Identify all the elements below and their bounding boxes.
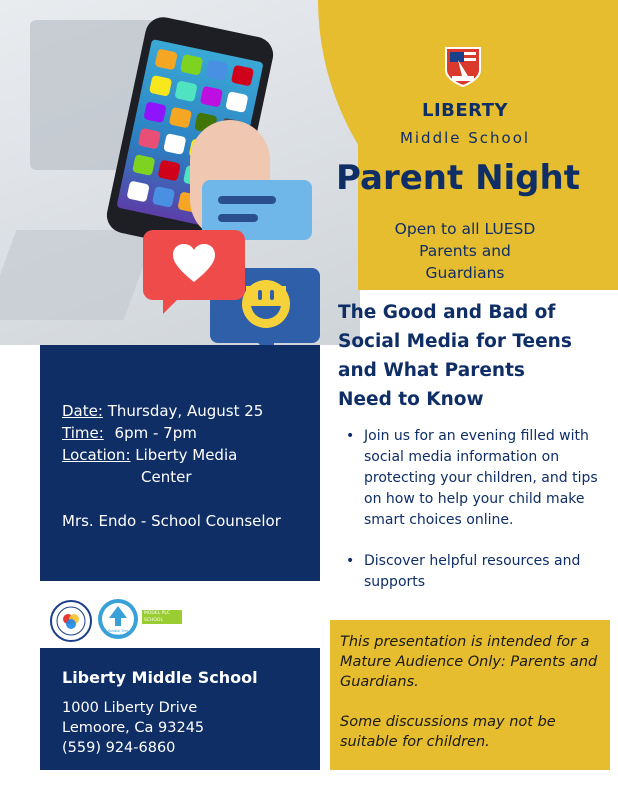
- date-row: [62, 400, 263, 422]
- seal-text: Solution Tree: [107, 629, 129, 633]
- event-details-panel: [40, 345, 320, 581]
- heart-icon: [173, 244, 215, 284]
- time-label: Time:: [62, 424, 104, 442]
- audience-disclaimer: [330, 620, 610, 770]
- school-name: LIBERTY: [421, 100, 509, 121]
- headline-line: Social Media for Teens: [338, 331, 572, 352]
- school-subtitle: Middle School: [399, 129, 531, 147]
- time-value: 6pm - 7pm: [114, 424, 197, 442]
- badge-line: SCHOOL: [144, 618, 163, 623]
- list-item: • Join us for an evening filled with social media information on protecting your children, and tips on how to help your child make smart choices online.: [346, 426, 606, 531]
- smiley-icon: [238, 276, 294, 332]
- solution-tree-seal-icon: [97, 598, 139, 640]
- location-label: Location:: [62, 446, 131, 464]
- address-city: Lemoore, Ca 93245: [62, 720, 205, 736]
- location-value: Liberty Media: [135, 446, 238, 464]
- event-audience: [340, 218, 590, 284]
- date-label: Date:: [62, 402, 103, 420]
- event-audience-line: Parents and: [419, 242, 511, 260]
- address-panel: [40, 648, 320, 770]
- headline-line: and What Parents: [338, 360, 525, 381]
- address-phone: (559) 924-6860: [62, 740, 176, 756]
- model-plc-badge: [142, 610, 182, 624]
- disclaimer-text: Some discussions may not be suitable for children.: [340, 714, 556, 750]
- keyboard-background: [0, 230, 156, 320]
- address-title: Liberty Middle School: [62, 668, 258, 687]
- badge-line: MODEL PLC: [144, 611, 171, 616]
- event-headline: [338, 298, 610, 414]
- event-title: Parent Night: [336, 158, 580, 198]
- event-description-list: [346, 426, 606, 613]
- location-value-cont: Center: [141, 468, 192, 486]
- headline-line: The Good and Bad of: [338, 302, 556, 323]
- heart-bubble-icon: [143, 230, 245, 300]
- disclaimer-text: This presentation is intended for a Mature Audience Only: Parents and Guardians.: [340, 634, 598, 690]
- headline-line: Need to Know: [338, 389, 484, 410]
- event-audience-line: Open to all LUESD: [394, 220, 536, 238]
- chat-line: [218, 214, 258, 222]
- counselor: Mrs. Endo - School Counselor: [62, 512, 281, 530]
- liberty-shield-logo-icon: [440, 42, 486, 88]
- event-audience-line: Guardians: [425, 264, 505, 282]
- seal-year: 2016: [114, 633, 122, 637]
- time-row: [62, 422, 197, 444]
- address-street: 1000 Liberty Drive: [62, 700, 198, 716]
- date-value: Thursday, August 25: [107, 402, 264, 420]
- location-row: [62, 444, 237, 466]
- chat-line: [218, 196, 276, 204]
- circular-school-seal-icon: [50, 600, 92, 642]
- list-item: • Discover helpful resources and supports: [346, 551, 606, 593]
